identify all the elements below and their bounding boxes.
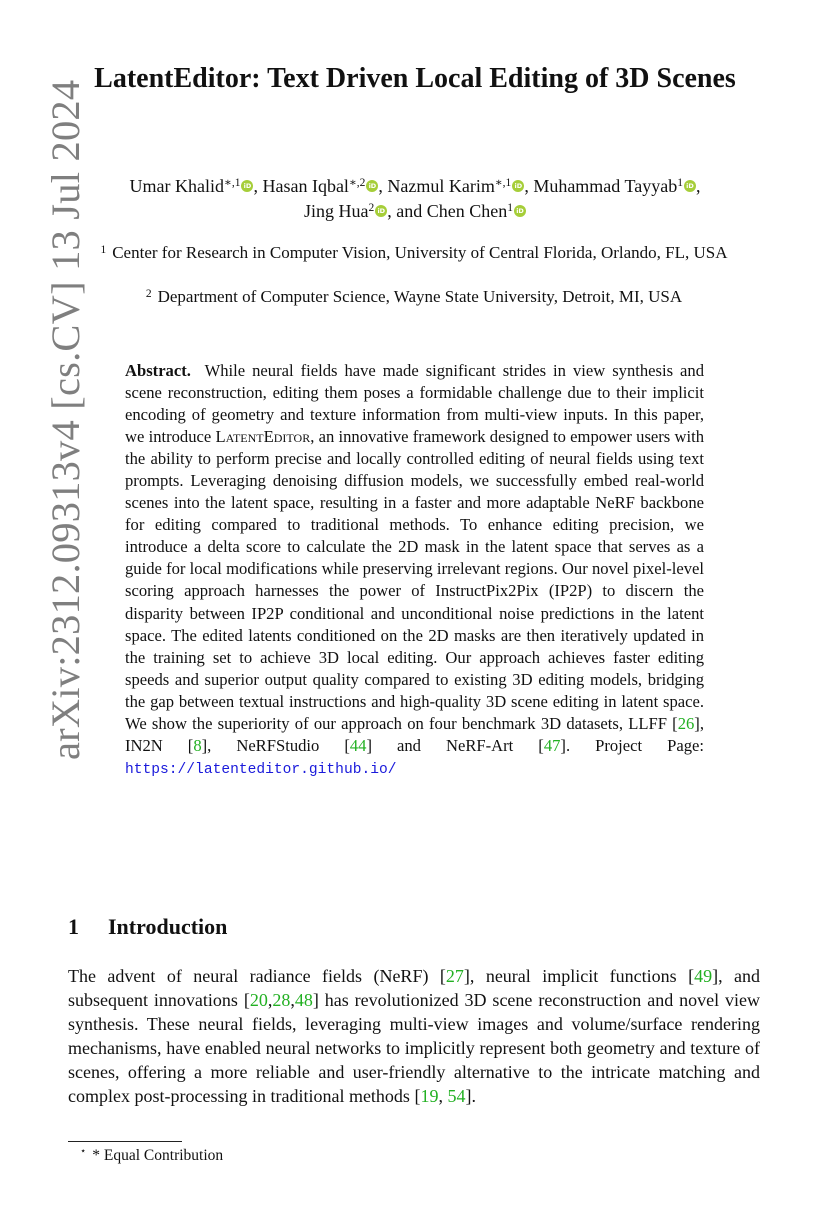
- author: Hasan Iqbal$^{∗,2}$ iD ,: [262, 176, 388, 196]
- project-page-link[interactable]: https://latenteditor.github.io/: [125, 761, 397, 778]
- citation-link[interactable]: 49: [694, 966, 713, 986]
- orcid-icon[interactable]: iD: [514, 205, 526, 217]
- orcid-icon[interactable]: iD: [241, 180, 253, 192]
- orcid-icon[interactable]: iD: [375, 205, 387, 217]
- footnote: ⋆ * Equal Contribution: [80, 1146, 224, 1164]
- author: Muhammad Tayyab$^1$ iD ,: [533, 176, 701, 196]
- section-heading: 1 Introduction: [68, 914, 228, 939]
- abstract-label: Abstract.: [125, 361, 191, 380]
- citation-link[interactable]: 48: [294, 990, 313, 1010]
- arxiv-sidebar-stamp: arXiv:2312.09313v4 [cs.CV] 13 Jul 2024: [43, 79, 88, 760]
- citation-link[interactable]: 47: [543, 735, 561, 755]
- citation-link[interactable]: 26: [677, 713, 695, 733]
- citation-link[interactable]: 54: [447, 1086, 466, 1106]
- author-list: [62, 174, 768, 224]
- method-name: LatentEditor: [215, 427, 311, 447]
- author: Jing Hua$^2$ iD , and: [304, 201, 427, 221]
- orcid-icon[interactable]: iD: [512, 180, 524, 192]
- citation-link[interactable]: 20: [249, 990, 268, 1010]
- author: Umar Khalid$^{∗,1}$ iD ,: [129, 176, 263, 196]
- citation-link[interactable]: 19: [420, 1086, 439, 1106]
- footnote-rule: [68, 1141, 182, 1142]
- citation-link[interactable]: 44: [349, 735, 367, 755]
- citation-link[interactable]: 28: [272, 990, 291, 1010]
- affiliation: $^2$ Department of Computer Science, Wayne State University, Detroit, MI, USA: [145, 287, 683, 306]
- author: Chen Chen$^1$ iD: [427, 201, 526, 221]
- citation-link[interactable]: 8: [193, 735, 202, 755]
- affiliation: $^1$ Center for Research in Computer Vision, University of Central Florida, Orlando, FL, USA: [100, 243, 728, 262]
- abstract: Abstract. While neural fields have made significant strides in view synthesis and scene reconstruction, editing them poses a formidable challenge due to their implicit encoding of geometry and texture information from multi-view inputs. In this paper, we introduce LatentEditor, an innovative framework designed to empower users with the ability to perform precise and locally controlled editing of neural fields using text prompts. Leveraging denoising diffusion models, we successfully embed real-world scenes into the latent space, resulting in a faster and more adaptable NeRF backbone for editing compared to traditional methods. To enhance editing precision, we introduce a delta score to calculate the 2D mask in the latent space that serves as a guide for local modifications while preserving irrelevant regions. Our novel pixel-level scoring approach harnesses the power of InstructPix2Pix (IP2P) to discern the disparity between IP2P conditional and unconditional noise predictions in the latent space. The edited latents conditioned on the 2D masks are then iteratively updated in the training set to achieve 3D local editing. Our approach achieves faster editing speeds and superior output quality compared to existing 3D editing models, bridging the gap between textual instructions and high-quality 3D scene editing in latent space. We show the superiority of our approach on four benchmark 3D datasets, LLFF [26], IN2N [8], NeRFStudio [44] and NeRF-Art [47]. Project Page: https://latenteditor.github.io/: [125, 361, 704, 778]
- paper-title: LatentEditor: Text Driven Local Editing of 3D Scenes: [94, 63, 736, 94]
- intro-paragraph: The advent of neural radiance fields (NeRF) [27], neural implicit functions [49], and subsequent innovations [20,28,48] has revolutionized 3D scene reconstruction and novel view synthesis. These neural fields, leveraging multi-view images and volume/surface rendering mechanisms, have enabled neural networks to implicitly represent both geometry and texture of scenes, offering a more reliable and user-friendly alternative to the intricate matching and complex post-processing in traditional methods [19, 54].: [68, 966, 760, 1106]
- citation-link[interactable]: 27: [445, 966, 464, 986]
- orcid-icon[interactable]: iD: [684, 180, 696, 192]
- author: Nazmul Karim$^{∗,1}$ iD ,: [387, 176, 534, 196]
- orcid-icon[interactable]: iD: [366, 180, 378, 192]
